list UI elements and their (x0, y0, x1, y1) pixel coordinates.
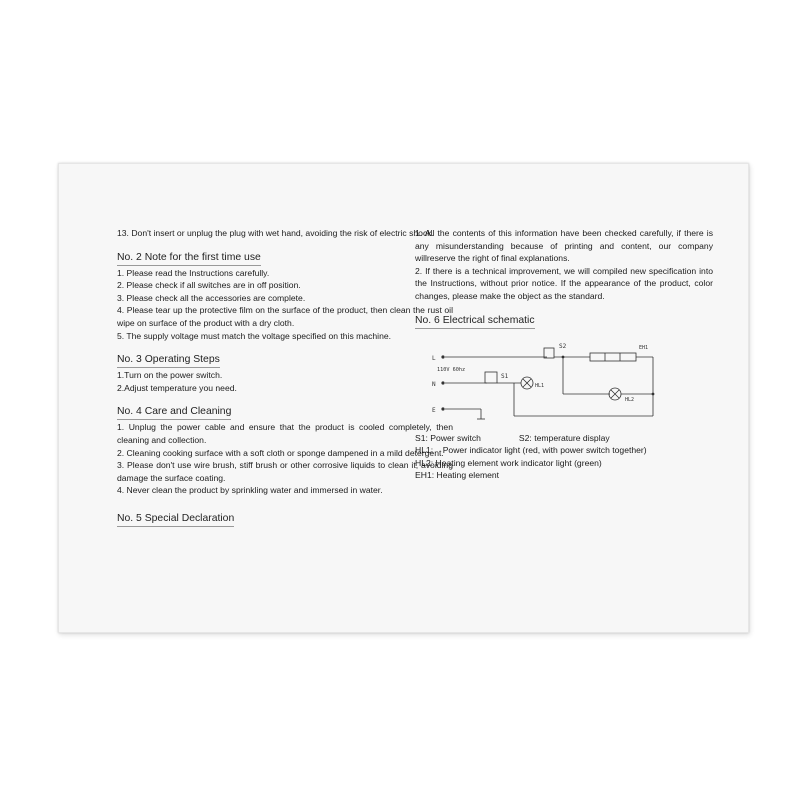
terminal-label-l: L (432, 354, 436, 362)
left-column (117, 227, 453, 528)
voltage-label: 110V 60hz (437, 366, 466, 373)
legend-row (415, 469, 713, 482)
legend-row (415, 444, 713, 457)
list-item: 2. Please check if all switches are in off position. (117, 280, 301, 291)
legend-hl2: HL2: Heating element work indicator light (green) (415, 457, 602, 468)
schematic-legend (415, 432, 713, 482)
list-item: 3. Please don't use wire brush, stiff brush or other corrosive liquids to clean it, avoiding damage the surface coating. (117, 460, 453, 483)
legend-hl1: HL1: Power indicator light (red, with power switch together) (415, 445, 647, 456)
legend-s2: S2: temperature display (518, 432, 610, 443)
right-column (415, 227, 713, 482)
list-item: 2. Cleaning cooking surface with a soft cloth or sponge dampened in a mild detergent. (117, 447, 444, 458)
section-heading: No. 2 Note for the first time use (117, 251, 261, 266)
section-first-time-use (117, 240, 453, 343)
intro-item: 13. Don't insert or unplug the plug with wet hand, avoiding the risk of electric shock. (117, 228, 434, 238)
list-item: 1. Please read the Instructions carefully. (117, 267, 270, 278)
legend-eh1: EH1: Heating element (415, 470, 500, 481)
list-item: 5. The supply voltage must match the voltage specified on this machine. (117, 330, 392, 341)
schematic-heading: No. 6 Electrical schematic (415, 314, 535, 329)
terminal-label-e: E (432, 406, 436, 414)
list-item: 4. Please tear up the protective film on the surface of the product, then clean the rust oil wipe on surface of the product with a dry cloth. (117, 305, 453, 328)
list-item: 2.Adjust temperature you need. (117, 382, 237, 393)
section-heading: No. 5 Special Declaration (117, 512, 234, 527)
terminal-label-n: N (432, 380, 436, 388)
electrical-schematic-diagram (415, 334, 665, 426)
s2-label: S2 (559, 342, 567, 350)
list-item: 4. Never clean the product by sprinkling water and immersed in water. (117, 485, 383, 496)
hl1-label: HL1 (535, 382, 545, 389)
hl2-label: HL2 (625, 396, 635, 403)
section-heading: No. 4 Care and Cleaning (117, 405, 231, 420)
section-operating-steps (117, 342, 453, 394)
legend-s1: S1: Power switch (415, 432, 481, 443)
instruction-sheet (58, 163, 749, 633)
section-care-cleaning (117, 394, 453, 497)
legend-row (415, 457, 713, 470)
declaration-paragraph: 2. If there is a technical improvement, we will compiled new specification into the Instructions, without prior notice. If the appearance of the product, color changes, please make the object as the standard. (415, 265, 713, 301)
declaration-paragraph: 1. All the contents of this information have been checked carefully, if there is any misunderstanding because of printing and content, our company willreserve the right of final explanations. (415, 228, 713, 264)
section-heading: No. 3 Operating Steps (117, 353, 220, 368)
list-item: 1.Turn on the power switch. (117, 370, 223, 381)
s1-label: S1 (501, 372, 509, 380)
eh1-label: EH1 (639, 344, 649, 351)
list-item: 3. Please check all the accessories are complete. (117, 292, 306, 303)
legend-row (415, 432, 713, 445)
section-special-declaration (117, 501, 453, 528)
list-item: 1. Unplug the power cable and ensure that the product is cooled completely, then cleaning and collection. (117, 422, 453, 445)
